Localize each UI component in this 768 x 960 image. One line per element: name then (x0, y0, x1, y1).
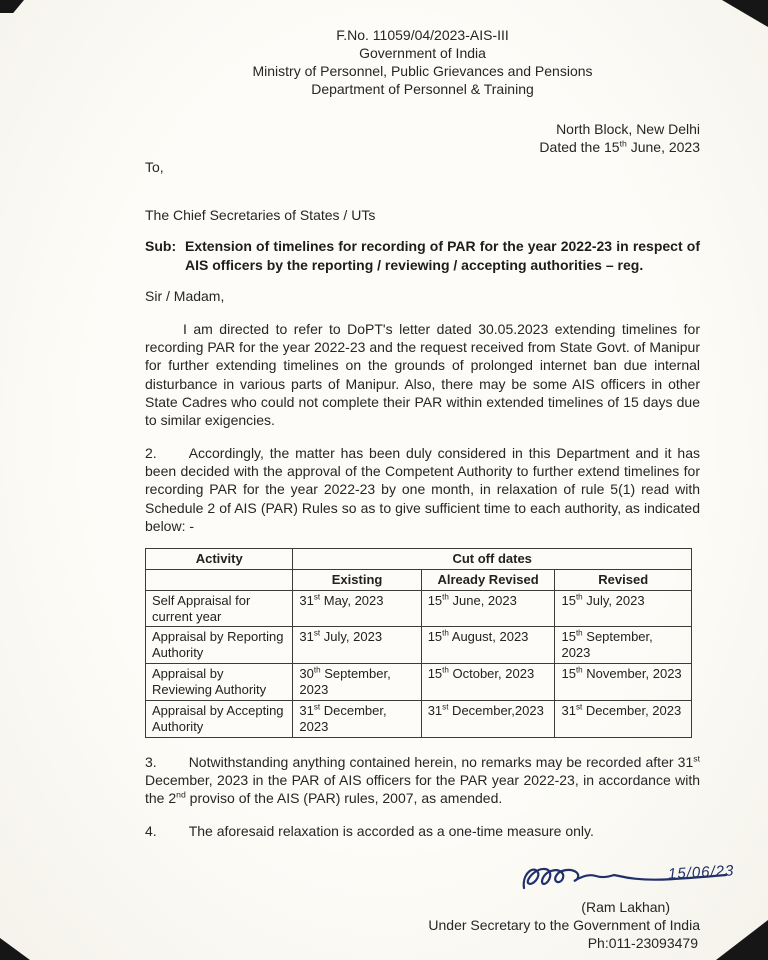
salutation: Sir / Madam, (145, 287, 225, 304)
subheader-empty (146, 569, 293, 590)
table-row (146, 664, 692, 701)
cell-existing: 30th September, 2023 (293, 664, 421, 701)
org-name: Government of India (359, 45, 486, 61)
paragraph-4-number: 4. (145, 823, 157, 840)
paragraph-3 (145, 753, 700, 808)
cutoff-dates-table (145, 548, 692, 738)
paragraph-2-text: Accordingly, the matter has been duly considered in this Department and it has been decided with the approval of the Competent Authority to further extend timelines for recording PAR for the year 2022-23 by one month, in relaxation of rule 5(1) read with Schedule 2 of AIS (PAR) Rules so as to give sufficient time to each authority, as indicated below: - (145, 445, 700, 534)
signature-block (145, 862, 735, 952)
subject-text: Extension of timelines for recording of PAR for the year 2022-23 in respect of AIS officers by the reporting / reviewing / accepting authorities – reg. (185, 238, 700, 273)
cell-revised: 31st December, 2023 (555, 700, 692, 737)
cell-activity: Self Appraisal for current year (146, 590, 293, 627)
to-label: To, (145, 159, 164, 175)
paragraph-2 (145, 444, 700, 535)
cell-existing: 31st July, 2023 (293, 627, 421, 664)
place-date-block (145, 120, 700, 156)
paragraph-2-number: 2. (145, 445, 157, 462)
header-cutoff-dates: Cut off dates (293, 549, 692, 570)
cell-already-revised: 15th October, 2023 (421, 664, 555, 701)
cell-already-revised: 15th June, 2023 (421, 590, 555, 627)
date-line: Dated the 15th June, 2023 (539, 138, 700, 155)
signature-handwritten-date: 15/06/23 (667, 862, 735, 884)
cell-revised: 15th September, 2023 (555, 627, 692, 664)
place-line: North Block, New Delhi (556, 121, 700, 137)
table-row (146, 627, 692, 664)
ministry-name: Ministry of Personnel, Public Grievances and Pensions (252, 63, 593, 79)
file-number: F.No. 11059/04/2023-AIS-III (336, 27, 509, 43)
cell-already-revised: 31st December,2023 (421, 700, 555, 737)
paragraph-1: I am directed to refer to DoPT's letter dated 30.05.2023 extending timelines for recording PAR for the year 2022-23 and the request received from State Govt. of Manipur for further extending timelines on the grounds of prolonged internet ban due internal disturbance in various parts of Manipur. Also, there may be some AIS officers in other State Cadres who could not complete their PAR within extended timelines of 15 days due to similar exigencies. (145, 320, 700, 428)
letterhead (145, 26, 700, 98)
table-row (146, 590, 692, 627)
signatory-name: (Ram Lakhan) (581, 899, 670, 916)
table-header-row (146, 549, 692, 570)
cell-revised: 15th November, 2023 (555, 664, 692, 701)
subheader-already-revised: Already Revised (421, 569, 555, 590)
paragraph-4 (145, 822, 700, 840)
subheader-revised: Revised (555, 569, 692, 590)
department-name: Department of Personnel & Training (311, 81, 534, 97)
cell-existing: 31st May, 2023 (293, 590, 421, 627)
subheader-existing: Existing (293, 569, 421, 590)
addressee: The Chief Secretaries of States / UTs (145, 207, 376, 224)
paragraph-3-number: 3. (145, 753, 157, 770)
paragraph-3-text: Notwithstanding anything contained herein, no remarks may be recorded after 31st December, 2023 in the PAR of AIS officers for the PAR year 2022-23, in accordance with the 2nd proviso of the AIS (PAR) rules, 2007, as amended. (145, 752, 700, 806)
signatory-phone: Ph:011-23093479 (587, 935, 698, 952)
cell-already-revised: 15th August, 2023 (421, 627, 555, 664)
cell-activity: Appraisal by Reviewing Authority (146, 664, 293, 701)
signature-area (516, 862, 734, 898)
subject-label: Sub: (145, 238, 177, 255)
signatory-designation: Under Secretary to the Government of India (428, 917, 700, 934)
header-activity: Activity (146, 549, 293, 570)
table-subheader-row (146, 569, 692, 590)
cell-activity: Appraisal by Accepting Authority (146, 700, 293, 737)
cell-activity: Appraisal by Reporting Authority (146, 627, 293, 664)
subject-block (145, 237, 700, 273)
paragraph-4-text: The aforesaid relaxation is accorded as a one-time measure only. (188, 823, 594, 840)
table-row (146, 700, 692, 737)
cell-revised: 15th July, 2023 (555, 590, 692, 627)
cell-existing: 31st December, 2023 (293, 700, 421, 737)
